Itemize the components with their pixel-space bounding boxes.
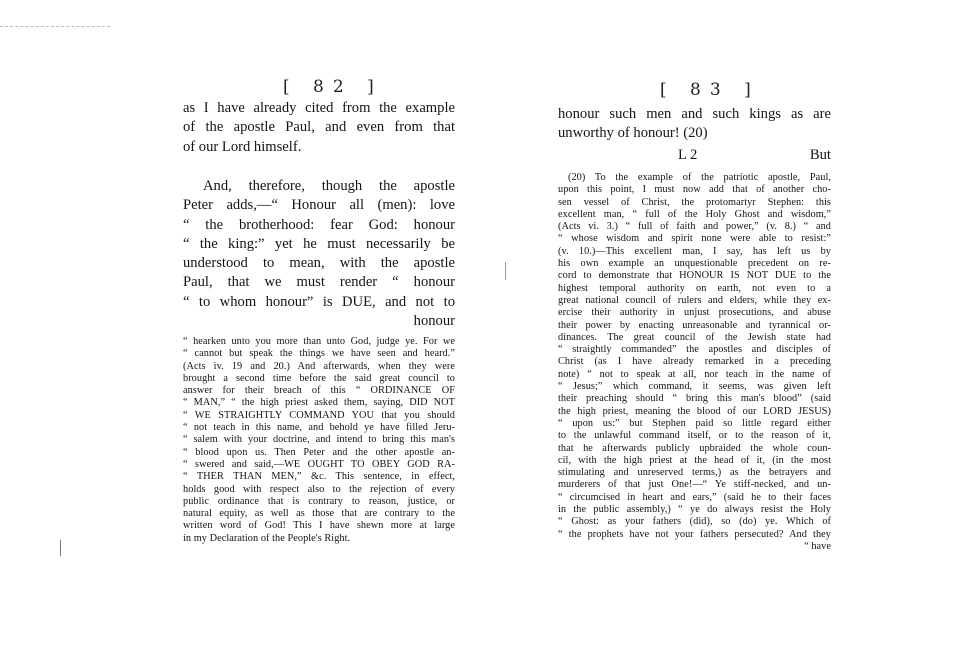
footnote-line: “ not teach in this name, and behold ye have filled Jeru- — [183, 422, 455, 434]
footnote-line: in the public assembly,) “ ye do always resist the Holy — [558, 504, 831, 516]
main-paragraph — [183, 177, 455, 331]
margin-mark — [60, 540, 61, 556]
text-line: unworthy of honour! (20) — [558, 125, 708, 142]
text-line: understood to mean, with the apostle — [183, 255, 455, 272]
footnote-line: the high priest, meaning the blood of our LORD JESUS) — [558, 405, 831, 417]
footnote-line: (v. 10.)—This excellent man, I say, has left us by — [558, 245, 831, 257]
footnote-line: excellent man, “ full of the Holy Ghost and wisdom,” — [558, 208, 831, 220]
footnote-line: “ Ghost: as your fathers (did), so (do) ye. Which of — [558, 516, 831, 528]
footnote-line: brought a second time before the said great council to — [183, 372, 455, 384]
footnote — [558, 172, 831, 553]
text-line: as I have already cited from the example — [183, 100, 455, 116]
text-line: Peter adds,—“ Honour all (men): love — [183, 197, 455, 214]
footnote-line: answer for their breach of this “ ORDINANCE OF — [183, 385, 455, 397]
gutter-mark — [505, 262, 506, 280]
footnote-line: their preaching should “ bring this man's blood” (said — [558, 393, 831, 405]
footnote-line: “ swered and said,—WE OUGHT TO OBEY GOD RA- — [183, 458, 455, 470]
footnote-line: “ circumcised in heart and ears,” (said he to their faces — [558, 491, 831, 503]
text-line: honour such men and such kings as are — [558, 106, 831, 122]
footnote-line: ercise their authority in unjust prosecutions, and abuse — [558, 307, 831, 319]
footnote-line: that he afterwards publicly upbraided the whole coun- — [558, 442, 831, 454]
footnote-line: “ straightly commanded” the apostles and disciples of — [558, 344, 831, 356]
continuation-text — [558, 105, 831, 144]
footnote-line: “ WE STRAIGHTLY COMMAND YOU that you should — [183, 409, 455, 421]
footnote-line: (20) To the example of the patriotic apostle, Paul, — [568, 172, 831, 183]
footnote-line: note) “ not to speak at all, nor teach in the name of — [558, 368, 831, 380]
footnote-line: great national council of rulers and elders, while they ex- — [558, 294, 831, 306]
footnote-line: “ salem with your doctrine, and intend to bring this man's — [183, 434, 455, 446]
footnote-line: highest temporal authority on earth, not even to a — [558, 282, 831, 294]
footnote-line: murderers of that just One!—“ Ye stiff-necked, and un- — [558, 479, 831, 491]
text-line: Paul, that we must render “ honour — [183, 274, 455, 291]
footnote-line: “ the prophets have not your fathers persecuted? And they — [558, 528, 831, 540]
text-line: of the apostle Paul, and even from that — [183, 119, 455, 136]
text-line: And, therefore, though the apostle — [203, 178, 455, 194]
text-line: “ the brotherhood: fear God: honour — [183, 216, 455, 233]
footnote-line: cord to demonstrate that HONOUR IS NOT DUE to the — [558, 270, 831, 282]
footnote-line: “ hearken unto you more than unto God, judge ye. For we — [183, 336, 455, 347]
text-line: of our Lord himself. — [183, 138, 302, 155]
footnote — [183, 336, 455, 545]
footnote-line: dinances. The great council of the Jewish state had — [558, 331, 831, 343]
footnote-line: (Acts vi. 3.) “ full of faith and power,” (v. 8.) “ and — [558, 221, 831, 233]
footnote-line: upon this point, I must now add that of another cho- — [558, 184, 831, 196]
footnote-line: his own example an unquestionable precedent on re- — [558, 258, 831, 270]
footnote-line: sen vessel of Christ, the protomartyr Stephen: this — [558, 196, 831, 208]
page-number: [ 82 ] — [283, 77, 383, 97]
footnote-line: “ upon us:” but Stephen paid so little regard either — [558, 417, 831, 429]
footnote-line: “ have — [804, 540, 831, 552]
text-line: “ the king:” yet he must necessarily be — [183, 235, 455, 252]
footnote-line: (Acts iv. 19 and 20.) And afterwards, when they were — [183, 360, 455, 372]
text-line: “ to whom honour” is DUE, and not to — [183, 293, 455, 310]
footnote-line: in my Declaration of the People's Right. — [183, 532, 351, 544]
signature-mark: L 2 — [678, 147, 698, 163]
footnote-line: “ whose wisdom and spirit none were able to resist:” — [558, 233, 831, 245]
footnote-line: cil, with the high priest at the head of it, (in the most — [558, 454, 831, 466]
catchword: But — [809, 147, 831, 163]
text-line: honour — [413, 313, 455, 330]
footnote-line: public ordinance that is contrary to reason, justice, or — [183, 495, 455, 507]
footnote-line: written word of God! This I have shewn more at large — [183, 520, 455, 532]
scan-mark — [0, 26, 110, 28]
continuation-text — [183, 99, 455, 157]
footnote-line: natural equity, as well as those that are contrary to the — [183, 508, 455, 520]
footnote-line: holds good with respect also to the rejection of every — [183, 483, 455, 495]
page-number: [ 83 ] — [660, 80, 760, 100]
footnote-line: “ Jesus;” which command, it seems, was given left — [558, 381, 831, 393]
footnote-line: “ THER THAN MEN,” &c. This sentence, in effect, — [183, 471, 455, 483]
footnote-line: “ cannot but speak the things we have seen and heard.” — [183, 348, 455, 360]
footnote-line: Christ (as I have already remarked in a preceding — [558, 356, 831, 368]
footnote-line: stimulating and unreserved terms,) as the betrayers and — [558, 467, 831, 479]
footnote-line: “ MAN,” “ the high priest asked them, saying, DID NOT — [183, 397, 455, 409]
footnote-line: to the unlawful command itself, or to the reason of it, — [558, 430, 831, 442]
footnote-line: “ blood upon us. Then Peter and the other apostle an- — [183, 446, 455, 458]
footnote-line: their power by enacting unreasonable and tyrannical or- — [558, 319, 831, 331]
